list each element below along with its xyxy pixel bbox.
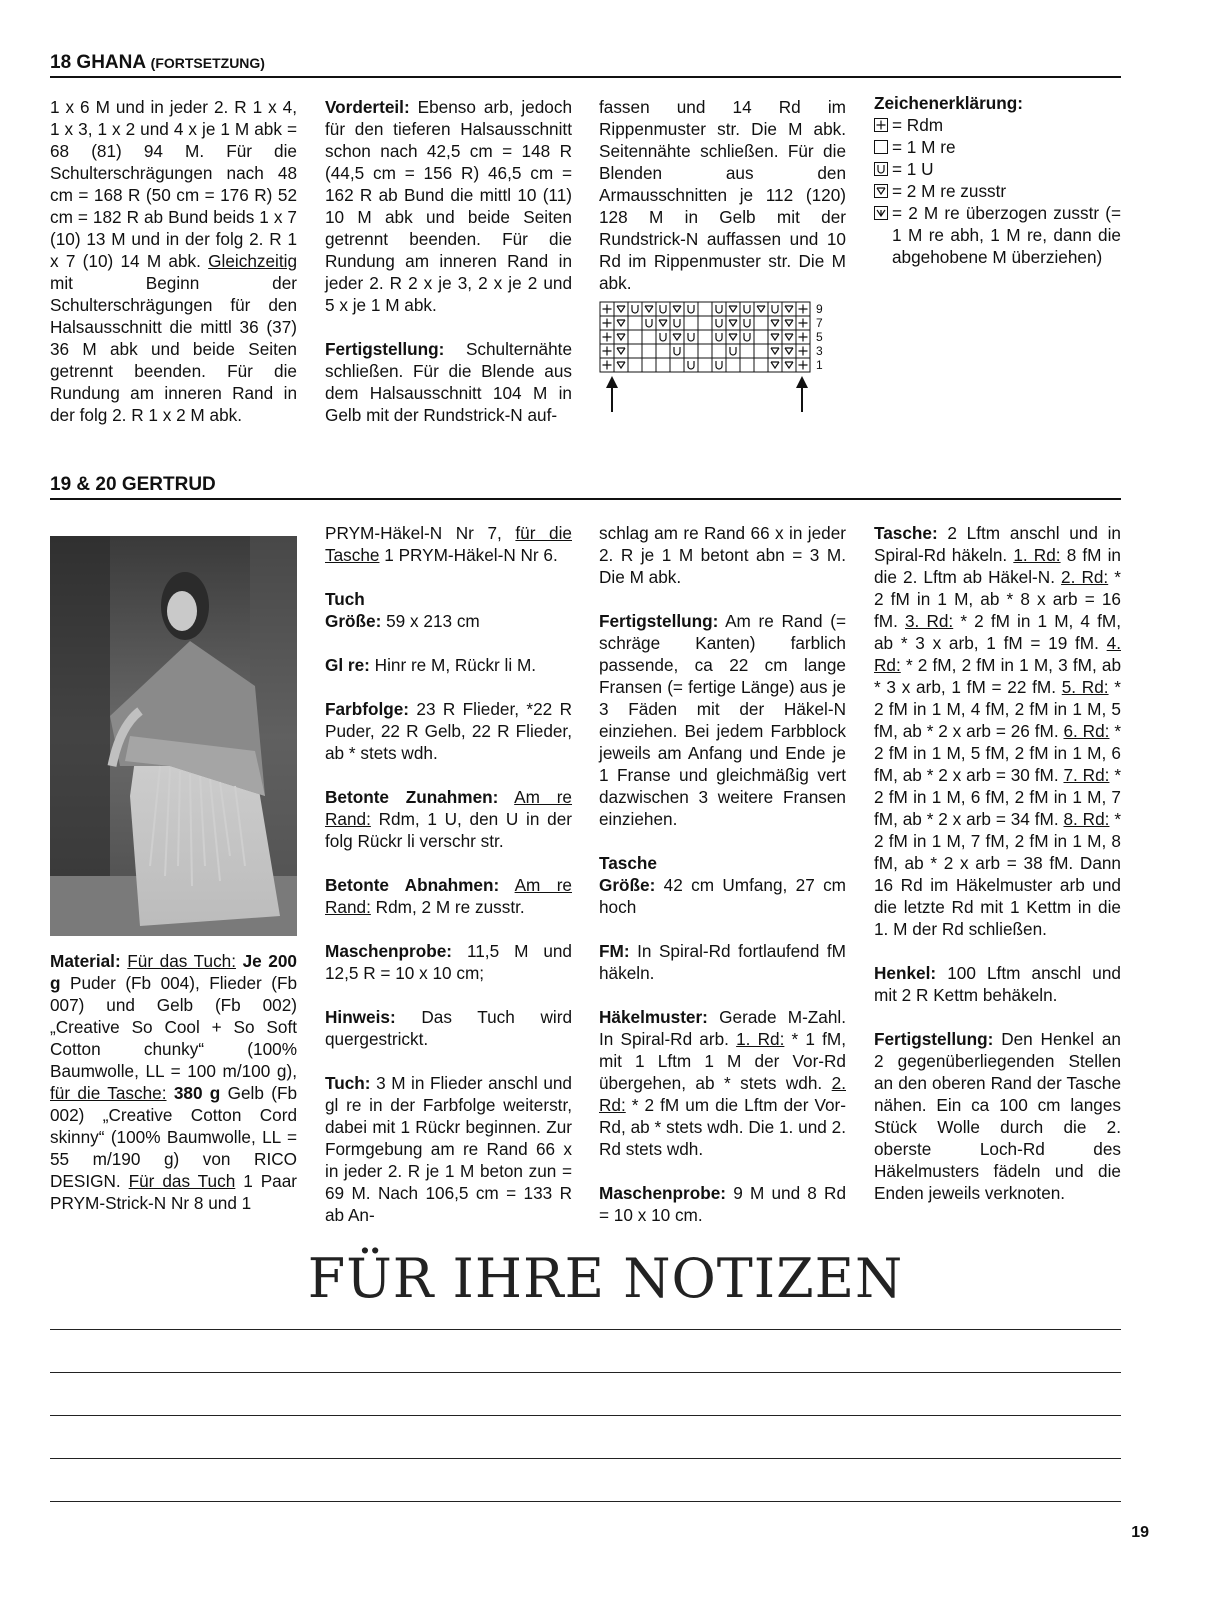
text: 9 M und 8 Rd = 10 x 10 cm. <box>599 1183 847 1225</box>
chart-cell <box>754 302 768 316</box>
text: mit Beginn der Schulterschrägungen für den Halsausschnitt die mittl 36 (37) 36 M abk und beide Seiten getrennt beenden. Für die Rundung am inneren Rand in der folg 2. R 1 x 2 M abk. <box>50 273 297 425</box>
gertrud-column-2 <box>325 522 572 1248</box>
knit-stitch-icon <box>874 140 888 154</box>
chart-grid <box>600 302 810 372</box>
underlined-term: für die Tasche <box>325 523 572 565</box>
chart-cell <box>754 330 768 344</box>
chart-cell <box>768 302 782 316</box>
text: * 2 fM um die Lftm der Vor-Rd, ab * stets wdh. Die 1. und 2. Rd stets wdh. <box>599 1095 846 1159</box>
text: 1 x 6 M und in jeder 2. R 1 x 4, 1 x 3, 1 x 2 und 4 x je 1 M abk = 68 (81) 94 M. Für die Schulterschrägungen nach 48 cm = 168 R (50 cm = 176 R) 52 cm = 182 R ab Bund beids 1 x 7 (10) 13 M und in der folg 2. R 1 x 7 (10) 14 M abk. <box>50 97 297 271</box>
k2tog-icon <box>874 184 888 198</box>
chart-cell <box>726 344 740 358</box>
round-label: 6. Rd: <box>1063 721 1110 741</box>
text: Hinr re M, Rückr li M. <box>374 655 537 675</box>
paragraph-tuch-anleitung <box>325 1072 572 1226</box>
paragraph-fertigstellung <box>325 338 572 426</box>
heading: Maschenprobe: <box>599 1183 727 1203</box>
heading: Gl re: <box>325 655 370 675</box>
text: Puder (Fb 004), Flieder (Fb 007) und Gelb (Fb 002) „Creative So Cool + So Soft Cotton chunky“ (100% Baumwolle, LL = 100 m/100 g), <box>50 973 297 1081</box>
paragraph-vorderteil <box>325 96 572 316</box>
legend-title: Zeichenerklärung: <box>874 93 1023 113</box>
chart-cell <box>698 344 712 358</box>
section-title: 19 & 20 GERTRUD <box>50 474 216 495</box>
chart-cell <box>614 302 628 316</box>
chart-cell <box>614 316 628 330</box>
text: Rdm, 2 M re zusstr. <box>375 897 525 917</box>
legend-item-skp <box>874 202 1121 268</box>
chart-cell <box>600 330 614 344</box>
text: fassen und 14 Rd im Rippenmuster str. Die M abk. Seitennähte schließen. Für die Blenden aus den Armausschnitten je 112 (120) 128 M in Gelb mit der Rundstrick-N auffassen und 10 Rd im Rippenmuster str. Die M abk. <box>599 97 846 293</box>
paragraph-tasche <box>599 852 846 918</box>
text: * 2 fM in 1 M, 5 fM, 2 fM in 1 M, 6 fM, ab * 2 x arb = 30 fM. <box>874 721 1122 785</box>
gertrud-column-3 <box>599 522 846 1248</box>
legend-item-knit <box>874 136 1121 158</box>
paragraph-fertigstellung <box>874 1028 1121 1204</box>
chart-row-label: 3 <box>816 344 823 358</box>
chart-cell <box>614 358 628 372</box>
chart-cell <box>740 330 754 344</box>
notes-line[interactable] <box>50 1458 1121 1459</box>
text: 11,5 M und 12,5 R = 10 x 10 cm; <box>325 941 572 983</box>
selvedge-symbol-icon <box>874 118 888 132</box>
paragraph-haekelmuster <box>599 1006 846 1160</box>
legend-item-rdm <box>874 114 1121 136</box>
chart-cell <box>782 316 796 330</box>
chart-cell <box>670 358 684 372</box>
chart-cell <box>656 344 670 358</box>
chart-cell <box>600 302 614 316</box>
text: * 2 fM in 1 M, ab * 8 x arb = 16 fM. <box>874 567 1121 631</box>
bold-term: Je 200 g <box>50 951 297 993</box>
text: * 2 fM in 1 M, 7 fM, 2 fM in 1 M, 8 fM, ab * 2 x arb = 38 fM. Dann 16 Rd im Häkelmuster arb und die letzte Rd mit 1 Kettm in die 1. M der Rd schließen. <box>874 809 1122 939</box>
underlined-term: Am re Rand: <box>325 787 572 829</box>
chart-cell <box>628 330 642 344</box>
chart-cell <box>796 330 810 344</box>
heading: Tuch: <box>325 1073 371 1093</box>
text: * 2 fM in 1 M, 6 fM, 2 fM in 1 M, 7 fM, ab * 2 x arb = 34 fM. <box>874 765 1122 829</box>
round-label: 4. Rd: <box>874 633 1121 675</box>
text: 2 Lftm anschl und in Spiral-Rd häkeln. <box>874 523 1121 565</box>
chart-cell <box>600 344 614 358</box>
chart-cell <box>684 316 698 330</box>
heading: Farbfolge: <box>325 699 410 719</box>
chart-cell <box>740 316 754 330</box>
underlined-term: 2. Rd: <box>599 1073 847 1115</box>
round-label: 7. Rd: <box>1063 765 1110 785</box>
chart-cell <box>628 316 642 330</box>
text: 100 Lftm anschl und mit 2 R Kettm behäkeln. <box>874 963 1121 1005</box>
text: 8 fM in die 2. Lftm ab Häkel-N. <box>874 545 1121 587</box>
chart-cell <box>712 358 726 372</box>
notes-line[interactable] <box>50 1329 1121 1330</box>
chart-cell <box>782 344 796 358</box>
text: In Spiral-Rd fortlaufend fM häkeln. <box>599 941 846 983</box>
notes-title: FÜR IHRE NOTIZEN <box>307 1247 904 1310</box>
chart-row-label: 7 <box>816 316 823 330</box>
chart-cell <box>796 344 810 358</box>
chart-cell <box>670 316 684 330</box>
notes-line[interactable] <box>50 1415 1121 1416</box>
chart-cell <box>726 302 740 316</box>
heading: Betonte Abnahmen: <box>325 875 500 895</box>
paragraph <box>599 96 846 294</box>
chart-cell <box>684 302 698 316</box>
chart-cell <box>600 358 614 372</box>
legend-item-k2tog <box>874 180 1121 202</box>
underlined-term: 1. Rd: <box>736 1029 785 1049</box>
legend-text: = Rdm <box>892 115 944 135</box>
chart-arrow-left <box>606 376 618 412</box>
chart-cell <box>656 302 670 316</box>
heading: Fertigstellung: <box>325 339 445 359</box>
text: 59 x 213 cm <box>386 611 480 631</box>
chart-cell <box>642 316 656 330</box>
section-title: 18 GHANA <box>50 52 146 73</box>
ghana-column-2 <box>325 96 572 448</box>
paragraph-abnahmen <box>325 874 572 918</box>
underlined-term: Gleichzeitig <box>208 251 298 271</box>
chart-cell <box>600 316 614 330</box>
underlined-term: für die Tasche: <box>50 1083 167 1103</box>
chart-cell <box>754 358 768 372</box>
chart-cell <box>642 330 656 344</box>
text: 1 Paar PRYM-Strick-N Nr 8 und 1 <box>50 1171 298 1213</box>
text: * 1 fM, mit 1 Lftm 1 M der Vor-Rd übergehen, ab * stets wdh. <box>599 1029 847 1093</box>
chart-cell <box>740 344 754 358</box>
chart-cell <box>712 330 726 344</box>
gertrud-column-4 <box>874 522 1121 1226</box>
underlined-term: Für das Tuch: <box>127 951 236 971</box>
paragraph <box>599 522 846 588</box>
heading: Henkel: <box>874 963 937 983</box>
legend-item-yarnover <box>874 158 1121 180</box>
chart-cell <box>614 344 628 358</box>
underlined-term: Für das Tuch <box>128 1171 236 1191</box>
chart-cell <box>656 316 670 330</box>
chart-cell <box>712 316 726 330</box>
chart-cell <box>614 330 628 344</box>
chart-row-label: 1 <box>816 358 823 372</box>
text: Rdm, 1 U, den U in der folg Rückr li verschr str. <box>325 809 572 851</box>
chart-cell <box>782 358 796 372</box>
text: 42 cm Umfang, 27 cm hoch <box>599 875 846 917</box>
text: PRYM-Häkel-N Nr 7, <box>325 523 502 543</box>
paragraph-gl-re <box>325 654 572 676</box>
chart-cell <box>796 302 810 316</box>
chart-row-label: 9 <box>816 302 823 316</box>
text: * 2 fM, 2 fM in 1 M, 3 fM, ab * 3 x arb, 1 fM = 22 fM. <box>874 655 1122 697</box>
model-photo <box>50 536 297 936</box>
chart-cell <box>698 316 712 330</box>
gertrud-column-1 <box>50 950 297 1236</box>
text: Den Henkel an 2 gegenüberliegenden Stellen an den oberen Rand der Tasche nähen. Ein ca 100 cm langes Stück Wolle durch die 2. oberste Loch-Rd des Häkelmusters fädeln und die Enden jeweils verknoten. <box>874 1029 1121 1203</box>
heading: Hinweis: <box>325 1007 396 1027</box>
heading: Größe: <box>325 611 382 631</box>
chart-cell <box>684 358 698 372</box>
chart-row-label: 5 <box>816 330 823 344</box>
chart-cell <box>698 358 712 372</box>
notes-line[interactable] <box>50 1372 1121 1373</box>
chart-cell <box>768 344 782 358</box>
chart-cell <box>712 344 726 358</box>
heading: Tuch <box>325 589 365 609</box>
heading: Häkelmuster: <box>599 1007 708 1027</box>
text: * 2 fM in 1 M, 4 fM, 2 fM in 1 M, 5 fM, ab * 2 x arb = 26 fM. <box>874 677 1121 741</box>
legend-text: = 2 M re zusstr <box>892 181 1007 201</box>
chart-cell <box>670 344 684 358</box>
heading: Größe: <box>599 875 656 895</box>
heading: Maschenprobe: <box>325 941 453 961</box>
chart-cell <box>768 358 782 372</box>
round-label: 5. Rd: <box>1061 677 1109 697</box>
paragraph-fm <box>599 940 846 984</box>
chart-cell <box>698 302 712 316</box>
heading: FM: <box>599 941 630 961</box>
chart-cell <box>628 344 642 358</box>
section-subtitle: (FORTSETZUNG) <box>150 55 265 71</box>
text: Ebenso arb, jedoch für den tieferen Halsausschnitt schon nach 42,5 cm = 148 R (44,5 cm = 156 R) 46,5 cm = 162 R ab Bund die mittl 10 (11) 10 M abk und beide Seiten getrennt beenden. Für die Rundung am inneren Rand in jeder 2. R 2 x je 3, 2 x je 2 und 5 x je 1 M abk. <box>325 97 572 315</box>
text: 3 M in Flieder anschl und gl re in der Farbfolge weiterstr, dabei mit 1 Rückr beginnen. Zur Formgebung am re Rand 66 x in jeder 2. R je 1 M beton zun = 69 M. Nach 106,5 cm = 133 R ab An- <box>325 1073 572 1225</box>
section-header-gertrud <box>50 474 1121 500</box>
chart-cell <box>796 358 810 372</box>
chart-cell <box>670 330 684 344</box>
ghana-column-3 <box>599 96 846 316</box>
chart-cell <box>628 358 642 372</box>
page-number: 19 <box>1131 1524 1149 1541</box>
paragraph <box>325 522 572 566</box>
paragraph-maschenprobe <box>325 940 572 984</box>
text: Gerade M-Zahl. In Spiral-Rd arb. <box>599 1007 847 1049</box>
chart-cell <box>712 302 726 316</box>
knitting-chart <box>598 300 848 418</box>
heading: Material: <box>50 951 121 971</box>
round-label: 2. Rd: <box>1061 567 1109 587</box>
text: Das Tuch wird quergestrickt. <box>325 1007 573 1049</box>
chart-cell <box>782 302 796 316</box>
legend-text: = 1 M re <box>892 137 956 157</box>
paragraph-fertigstellung <box>599 610 846 830</box>
paragraph-material <box>50 950 297 1214</box>
text: Schulternähte schließen. Für die Blende aus dem Halsausschnitt 104 M in Gelb mit der Rundstrick-N auf- <box>325 339 572 425</box>
chart-cell <box>684 330 698 344</box>
chart-cell <box>628 302 642 316</box>
chart-cell <box>642 358 656 372</box>
chart-cell <box>796 316 810 330</box>
chart-cell <box>726 316 740 330</box>
chart-cell <box>656 358 670 372</box>
yarn-over-icon <box>874 162 888 176</box>
paragraph-henkel <box>874 962 1121 1006</box>
heading: Fertigstellung: <box>874 1029 994 1049</box>
chart-cell <box>768 330 782 344</box>
heading: Tasche <box>599 853 657 873</box>
chart-cell <box>782 330 796 344</box>
paragraph-hinweis <box>325 1006 572 1050</box>
paragraph-maschenprobe-tasche <box>599 1182 846 1226</box>
paragraph-farbfolge <box>325 698 572 764</box>
round-label: 3. Rd: <box>905 611 954 631</box>
ghana-column-1 <box>50 96 297 448</box>
chart-cell <box>754 344 768 358</box>
paragraph-tuch <box>325 588 572 632</box>
chart-row-labels <box>816 302 823 372</box>
chart-cell <box>726 330 740 344</box>
chart-cell <box>670 302 684 316</box>
chart-cell <box>726 358 740 372</box>
section-header-ghana <box>50 52 1121 78</box>
chart-arrow-right <box>796 376 808 412</box>
legend-text: = 1 U <box>892 159 934 179</box>
chart-cell <box>740 358 754 372</box>
text: 23 R Flieder, *22 R Puder, 22 R Gelb, 22 R Flieder, ab * stets wdh. <box>325 699 572 763</box>
text: Am re Rand (= schräge Kanten) farblich passende, ca 22 cm lange Fransen (= fertige Länge) aus je 3 Fäden mit der Häkel-N einziehen. Bei jedem Farbblock jeweils am Anfang und Ende je 1 Franse und gleichmäßig vert dazwischen 3 weitere Fransen einziehen. <box>599 611 846 829</box>
legend-text: = 2 M re überzogen zusstr (= 1 M re abh, 1 M re, dann die abgehobene M überziehen) <box>892 203 1121 267</box>
chart-cell <box>642 302 656 316</box>
heading: Vorderteil: <box>325 97 410 117</box>
underlined-term: Am re Rand: <box>325 875 572 917</box>
paragraph-zunahmen <box>325 786 572 852</box>
slip-knit-pass-icon <box>874 206 888 220</box>
heading: Betonte Zunahmen: <box>325 787 499 807</box>
text: 1 PRYM-Häkel-N Nr 6. <box>384 545 558 565</box>
chart-cell <box>754 316 768 330</box>
round-label: 8. Rd: <box>1063 809 1110 829</box>
legend <box>874 92 1121 268</box>
chart-cell <box>642 344 656 358</box>
chart-cell <box>740 302 754 316</box>
text: schlag am re Rand 66 x in jeder 2. R je 1 M betont abn = 3 M. Die M abk. <box>599 523 846 587</box>
heading: Tasche: <box>874 523 938 543</box>
round-label: 1. Rd: <box>1013 545 1061 565</box>
text: Gelb (Fb 002) „Creative Cotton Cord skinny“ (100% Baumwolle, LL = 55 m/190 g) von RICO DESIGN. <box>50 1083 298 1191</box>
chart-cell <box>768 316 782 330</box>
heading: Fertigstellung: <box>599 611 719 631</box>
text: * 2 fM in 1 M, 4 fM, ab * 3 x arb, 1 fM = 19 fM. <box>874 611 1121 653</box>
paragraph-tasche-anleitung <box>874 522 1121 940</box>
chart-cell <box>684 344 698 358</box>
paragraph <box>50 96 297 426</box>
bold-term: 380 g <box>173 1083 221 1103</box>
notes-line[interactable] <box>50 1501 1121 1502</box>
chart-cell <box>698 330 712 344</box>
chart-cell <box>656 330 670 344</box>
